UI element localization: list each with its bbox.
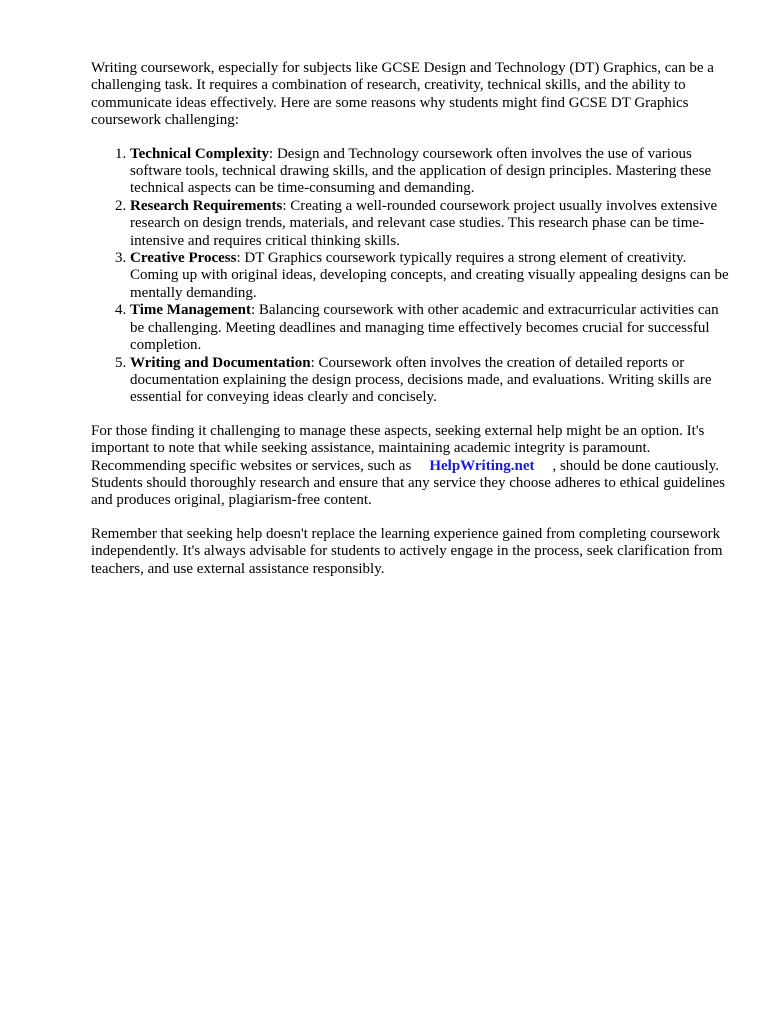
list-item (130, 250, 731, 302)
intro-paragraph: Writing coursework, especially for subjects like GCSE Design and Technology (DT) Graphics, can be a challenging task. It requires a combination of research, creativity, technical skills, and the ability to communicate ideas effectively. Here are some reasons why students might find GCSE DT Graphics coursework challenging: (91, 60, 714, 129)
help-paragraph (91, 423, 731, 510)
reason-term: Creative Process (130, 250, 237, 267)
reason-text: : Coursework often involves the creation of detailed reports or documentation explaining the design process, decisions made, and evaluations. Writing skills are essential for conveying ideas clearly and concisely. (130, 354, 712, 406)
reason-term: Research Requirements (130, 197, 283, 214)
reason-text: : Design and Technology coursework often involves the use of various software tools, technical drawing skills, and the application of design principles. Mastering these technical aspects can be time-consuming and demanding. (130, 145, 712, 197)
reason-term: Writing and Documentation (130, 354, 311, 371)
list-item (130, 302, 731, 354)
help-text-after: , should be done cautiously. Students should thoroughly research and ensure that any service they choose adheres to ethical guidelines and produces original, plagiarism-free content. (91, 457, 725, 509)
document-body (91, 60, 731, 578)
reasons-list (91, 146, 731, 407)
list-item (130, 198, 731, 250)
closing-paragraph: Remember that seeking help doesn't replace the learning experience gained from completing coursework independently. It's always advisable for students to actively engage in the process, seek clarification from teachers, and use external assistance responsibly. (91, 525, 723, 577)
reason-term: Technical Complexity (130, 145, 270, 162)
list-item (130, 355, 731, 407)
reason-text: : Balancing coursework with other academic and extracurricular activities can be challenging. Meeting deadlines and managing time effectively becomes crucial for successful completion. (130, 302, 719, 354)
reason-term: Time Management (130, 302, 251, 319)
helpwriting-link[interactable]: HelpWriting.net (429, 457, 535, 474)
list-item (130, 146, 731, 198)
help-text-before: For those finding it challenging to manage these aspects, seeking external help might be an option. It's important to note that while seeking assistance, maintaining academic integrity is paramount. Recommending specific websites or services, such as (91, 422, 705, 474)
reason-text: : Creating a well-rounded coursework project usually involves extensive research on design trends, materials, and relevant case studies. This research phase can be time-intensive and requires critical thinking skills. (130, 197, 718, 249)
reason-text: : DT Graphics coursework typically requires a strong element of creativity. Coming up with original ideas, developing concepts, and creating visually appealing designs can be mentally demanding. (130, 250, 729, 301)
